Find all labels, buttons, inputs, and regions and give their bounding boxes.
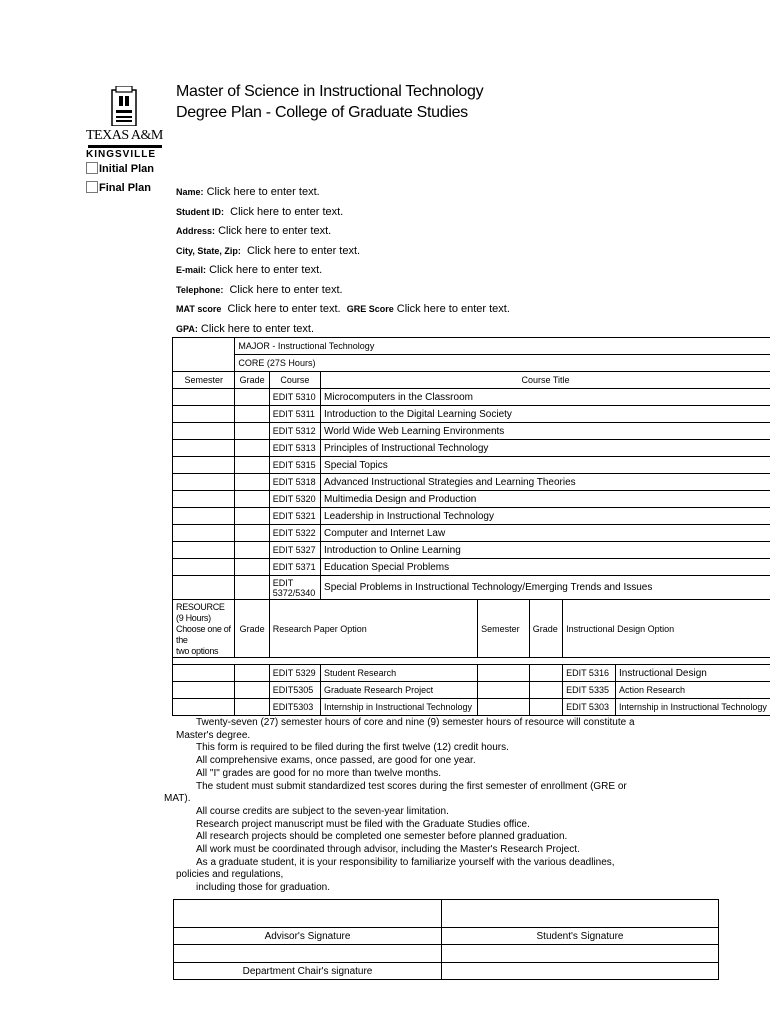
course-title: Education Special Problems — [321, 559, 770, 576]
research-option-header: Research Paper Option — [269, 600, 477, 658]
semester-cell[interactable] — [478, 682, 530, 699]
advisor-signature-box[interactable] — [174, 900, 442, 928]
design-option-header: Instructional Design Option — [563, 600, 770, 658]
semester-cell[interactable] — [173, 491, 235, 508]
semester-cell[interactable] — [173, 525, 235, 542]
degree-plan-table — [172, 337, 770, 716]
city-state-zip-field[interactable]: City, State, Zip: Click here to enter text. — [176, 245, 361, 257]
course-code: EDIT 5315 — [269, 457, 320, 474]
grade-cell[interactable] — [235, 491, 269, 508]
design-course-code: EDIT 5335 — [563, 682, 616, 699]
course-title: World Wide Web Learning Environments — [321, 423, 770, 440]
blank-cell — [173, 338, 235, 372]
course-header: Course — [269, 372, 320, 389]
semester-cell[interactable] — [173, 665, 235, 682]
research-course-code: EDIT 5329 — [269, 665, 320, 682]
tower-icon — [110, 86, 138, 126]
grade-cell[interactable] — [235, 389, 269, 406]
grade-cell[interactable] — [235, 576, 269, 600]
chair-signature-label: Department Chair's signature — [174, 963, 442, 980]
email-field[interactable]: E-mail: Click here to enter text. — [176, 264, 323, 276]
resource-grade2-header: Grade — [529, 600, 562, 658]
design-course-code: EDIT 5303 — [563, 699, 616, 716]
student-id-field[interactable]: Student ID: Click here to enter text. — [176, 206, 344, 218]
grade-cell[interactable] — [529, 699, 562, 716]
course-code: EDIT 5320 — [269, 491, 320, 508]
research-course-title: Graduate Research Project — [321, 682, 478, 699]
spacer-row — [173, 658, 770, 665]
semester-cell[interactable] — [173, 406, 235, 423]
resource-semester-header: Semester — [478, 600, 530, 658]
semester-cell[interactable] — [173, 474, 235, 491]
course-title: Special Problems in Instructional Technology/Emerging Trends and Issues — [321, 576, 770, 600]
semester-cell[interactable] — [173, 423, 235, 440]
course-code: EDIT 5313 — [269, 440, 320, 457]
logo-wordmark: TEXAS A&M — [86, 128, 163, 143]
grade-cell[interactable] — [529, 682, 562, 699]
semester-cell[interactable] — [173, 440, 235, 457]
checkbox-icon[interactable] — [86, 181, 98, 193]
gpa-field[interactable]: GPA: Click here to enter text. — [176, 323, 315, 335]
core-course-row — [173, 559, 770, 576]
research-course-title: Student Research — [321, 665, 478, 682]
core-header: CORE (27S Hours) — [235, 355, 770, 372]
core-course-row — [173, 508, 770, 525]
grade-cell[interactable] — [235, 508, 269, 525]
resource-grade-header: Grade — [235, 600, 269, 658]
grade-cell[interactable] — [235, 474, 269, 491]
semester-cell[interactable] — [173, 682, 235, 699]
research-course-code: EDIT5305 — [269, 682, 320, 699]
research-course-title: Internship in Instructional Technology — [321, 699, 478, 716]
semester-header: Semester — [173, 372, 235, 389]
core-course-row — [173, 474, 770, 491]
final-plan-checkbox[interactable]: Final Plan — [86, 181, 151, 194]
blank-signature-box — [442, 945, 719, 963]
chair-signature-box[interactable] — [174, 945, 442, 963]
semester-cell[interactable] — [478, 699, 530, 716]
design-course-title: Action Research — [616, 682, 770, 699]
grade-cell[interactable] — [235, 699, 269, 716]
address-field[interactable]: Address: Click here to enter text. — [176, 225, 332, 237]
student-signature-box[interactable] — [442, 900, 719, 928]
degree-notes: Twenty-seven (27) semester hours of core and nine (9) semester hours of resource will constitute a Master's degree. This form is required to be filed during the first twelve (12) credit hours. All comprehensive exams, once passed, are good for one year. All "I" grades are good for no more than twelve months. The student must submit standardized test scores during the first semester of enrollment (GRE or MAT). All course credits are subject to the seven-year limitation. Research project manuscript must be filed with the Graduate Studies office. All research projects should be completed one semester before planned graduation. All work must be coordinated through advisor, including the Master's Research Project. As a graduate student, it is your responsibility to familiarize yourself with the various deadlines, policies and regulations, including those for graduation. — [164, 717, 635, 894]
course-title: Principles of Instructional Technology — [321, 440, 770, 457]
resource-course-row — [173, 682, 770, 699]
page-subtitle: Degree Plan - College of Graduate Studies — [176, 104, 468, 121]
semester-cell[interactable] — [173, 389, 235, 406]
grade-cell[interactable] — [235, 440, 269, 457]
logo-campus: KINGSVILLE — [86, 149, 157, 160]
course-code: EDIT 5322 — [269, 525, 320, 542]
course-code: EDIT 5311 — [269, 406, 320, 423]
course-title: Leadership in Instructional Technology — [321, 508, 770, 525]
course-title: Introduction to Online Learning — [321, 542, 770, 559]
course-title: Microcomputers in the Classroom — [321, 389, 770, 406]
core-course-row — [173, 389, 770, 406]
grade-cell[interactable] — [235, 559, 269, 576]
semester-cell[interactable] — [478, 665, 530, 682]
major-header: MAJOR - Instructional Technology — [235, 338, 770, 355]
course-code: EDIT 5372/5340 — [269, 576, 320, 600]
course-title: Multimedia Design and Production — [321, 491, 770, 508]
page-title: Master of Science in Instructional Technology — [176, 83, 484, 100]
logo-divider — [88, 145, 162, 148]
design-course-title: Instructional Design — [616, 665, 770, 682]
course-code: EDIT 5371 — [269, 559, 320, 576]
semester-cell[interactable] — [173, 457, 235, 474]
core-course-row — [173, 457, 770, 474]
grade-cell[interactable] — [235, 423, 269, 440]
signature-table — [173, 899, 719, 980]
core-course-row — [173, 440, 770, 457]
resource-course-row — [173, 699, 770, 716]
design-course-title: Internship in Instructional Technology — [616, 699, 770, 716]
telephone-field[interactable]: Telephone: Click here to enter text. — [176, 284, 343, 296]
course-title: Special Topics — [321, 457, 770, 474]
grade-cell[interactable] — [235, 542, 269, 559]
core-course-row — [173, 525, 770, 542]
name-field[interactable]: Name: Click here to enter text. — [176, 186, 320, 198]
course-code: EDIT 5327 — [269, 542, 320, 559]
semester-cell[interactable] — [173, 699, 235, 716]
test-scores-field[interactable]: MAT score Click here to enter text. GRE Score Click here to enter text. — [176, 303, 510, 315]
university-logo — [86, 84, 166, 164]
checkbox-icon[interactable] — [86, 162, 98, 174]
core-course-row — [173, 406, 770, 423]
course-code: EDIT 5318 — [269, 474, 320, 491]
semester-cell[interactable] — [173, 542, 235, 559]
grade-cell[interactable] — [235, 525, 269, 542]
semester-cell[interactable] — [173, 559, 235, 576]
grade-cell[interactable] — [235, 406, 269, 423]
resource-label: RESOURCE (9 Hours) Choose one of the two options — [173, 600, 235, 658]
student-signature-label: Student's Signature — [442, 928, 719, 945]
design-course-code: EDIT 5316 — [563, 665, 616, 682]
grade-cell[interactable] — [235, 665, 269, 682]
core-course-row — [173, 576, 770, 600]
course-title: Introduction to the Digital Learning Society — [321, 406, 770, 423]
grade-header: Grade — [235, 372, 269, 389]
advisor-signature-label: Advisor's Signature — [174, 928, 442, 945]
core-course-row — [173, 491, 770, 508]
course-title: Advanced Instructional Strategies and Learning Theories — [321, 474, 770, 491]
grade-cell[interactable] — [235, 682, 269, 699]
semester-cell[interactable] — [173, 576, 235, 600]
resource-course-row — [173, 665, 770, 682]
grade-cell[interactable] — [235, 457, 269, 474]
core-course-row — [173, 423, 770, 440]
research-course-code: EDIT5303 — [269, 699, 320, 716]
core-course-row — [173, 542, 770, 559]
semester-cell[interactable] — [173, 508, 235, 525]
blank-signature-label — [442, 963, 719, 980]
course-code: EDIT 5310 — [269, 389, 320, 406]
initial-plan-checkbox[interactable]: Initial Plan — [86, 162, 154, 175]
course-title: Computer and Internet Law — [321, 525, 770, 542]
course-code: EDIT 5312 — [269, 423, 320, 440]
course-title-header: Course Title — [321, 372, 770, 389]
course-code: EDIT 5321 — [269, 508, 320, 525]
grade-cell[interactable] — [529, 665, 562, 682]
